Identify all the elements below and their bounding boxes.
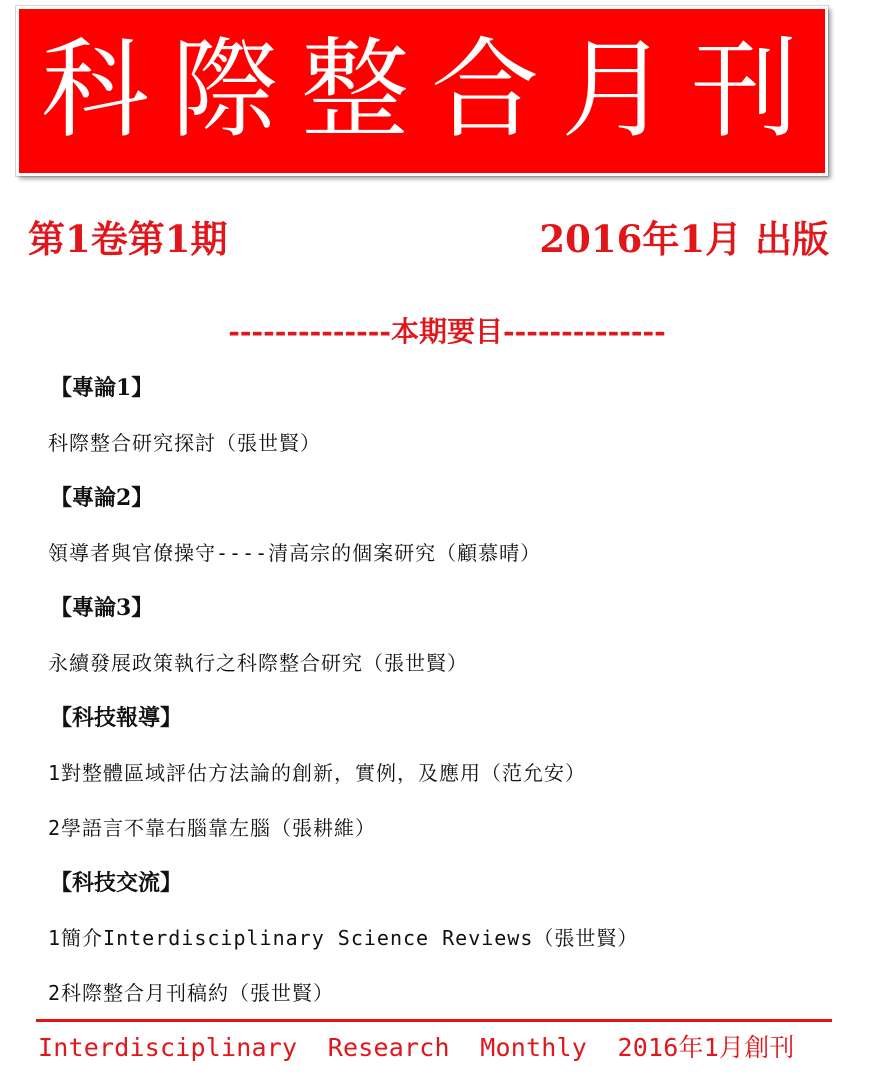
footer-divider <box>36 1019 832 1022</box>
issue-info <box>28 214 829 264</box>
toc-section-heading: 【科技報導】 <box>50 705 183 731</box>
issue-volume: 第1卷第1期 <box>28 217 228 261</box>
toc-article: 科際整合研究探討（張世賢） <box>48 431 321 455</box>
toc-section-heading: 【專論3】 <box>50 595 154 621</box>
masthead-banner <box>16 6 828 176</box>
toc-article: 2學語言不靠右腦靠左腦（張耕維） <box>48 816 377 840</box>
toc-article: 1對整體區域評估方法論的創新，實例，及應用（范允安） <box>48 761 587 785</box>
toc-article: 1簡介Interdisciplinary Science Reviews（張世賢） <box>48 926 639 950</box>
toc-section-heading: 【專論1】 <box>50 375 154 401</box>
toc-article: 永續發展政策執行之科際整合研究（張世賢） <box>48 651 468 675</box>
toc-heading: --------------本期要目-------------- <box>228 315 666 348</box>
toc-section-heading: 【專論2】 <box>50 485 154 511</box>
issue-date: 2016年1月 出版 <box>539 217 829 261</box>
masthead-title: 科際整合月刊 <box>40 28 821 153</box>
table-of-contents <box>48 368 838 1028</box>
toc-article: 2科際整合月刊稿約（張世賢） <box>48 981 335 1005</box>
toc-section-heading: 【科技交流】 <box>50 870 183 896</box>
footer-publication-line: Interdisciplinary Research Monthly 2016年1月創刊 <box>38 1033 795 1062</box>
toc-article: 領導者與官僚操守----清高宗的個案研究（顧慕晴） <box>48 541 542 565</box>
